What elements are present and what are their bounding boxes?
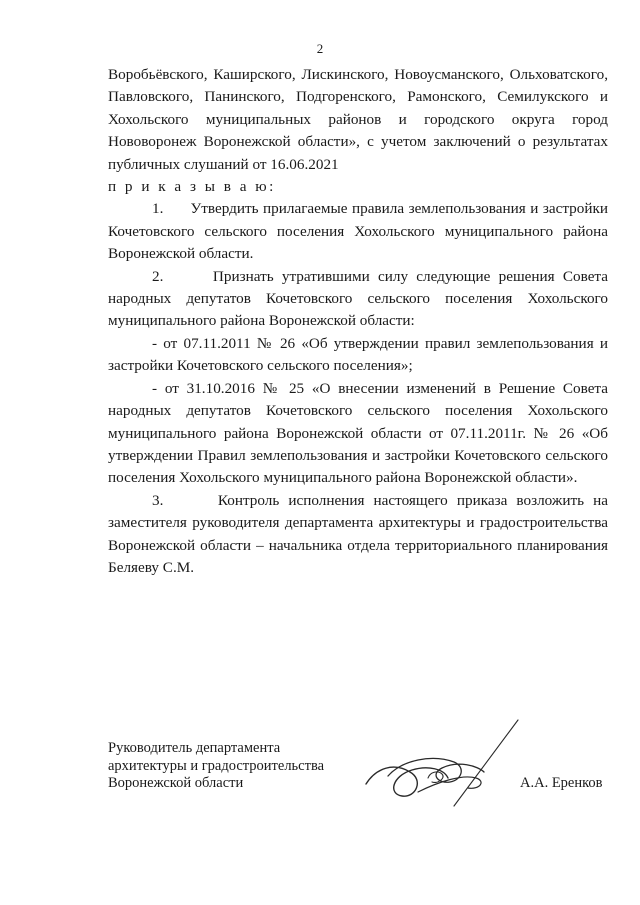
intro-paragraph: Воробьёвского, Каширского, Лискинского, Новоусманского, Ольховатского, Павловского, Панинского, Подгоренского, Рамонского, Семилукского и Хохольского муниципальных районов и городского округа город Нововоронеж Воронежской области», с учетом заключений о результатах публичных слушаний от 16.06.2021	[108, 66, 608, 173]
page-number: 2	[316, 41, 324, 56]
signatory-position-line-2: архитектуры и градостроительства	[108, 757, 325, 774]
order-item-2	[108, 266, 608, 333]
order-item-3	[108, 490, 608, 580]
signatory-name: А.А. Еренков	[520, 775, 603, 791]
order-item-3-text: Контроль исполнения настоящего приказа возложить на заместителя руководителя департамента архитектуры и градостроительства Воронежской области – начальника отдела территориального планирования Беляеву С.М.	[108, 491, 608, 576]
order-item-2-text: Признать утратившими силу следующие решения Совета народных депутатов Кочетовского сельского поселения Хохольского муниципального района Воронежской области:	[108, 267, 608, 330]
handwritten-signature	[358, 712, 528, 816]
order-item-1	[108, 198, 608, 265]
document-body	[108, 64, 608, 579]
signatory-position-line-3: Воронежской области	[108, 775, 244, 791]
order-item-1-number: 1.	[152, 200, 164, 218]
signatory-position-line-1: Руководитель департамента	[108, 740, 281, 756]
repealed-decision-1: - от 07.11.2011 № 26 «Об утверждении правил землепользования и застройки Кочетовского сельского поселения»;	[108, 334, 608, 375]
order-keyword: п р и к а з ы в а ю:	[108, 178, 276, 196]
order-item-3-number: 3.	[152, 491, 164, 509]
repealed-decision-2: - от 31.10.2016 № 25 «О внесении изменений в Решение Совета народных депутатов Кочетовского сельского поселения Хохольского муниципального района Воронежской области от 07.11.2011г. № 26 «Об утверждении Правил землепользования и застройки Кочетовского сельского поселения Хохольского муниципального района Воронежской области».	[108, 379, 608, 487]
order-item-2-number: 2.	[152, 267, 164, 285]
signatory-position	[108, 740, 324, 793]
order-item-1-text: Утвердить прилагаемые правила землепользования и застройки Кочетовского сельского поселения Хохольского муниципального района Воронежской области.	[108, 200, 609, 263]
